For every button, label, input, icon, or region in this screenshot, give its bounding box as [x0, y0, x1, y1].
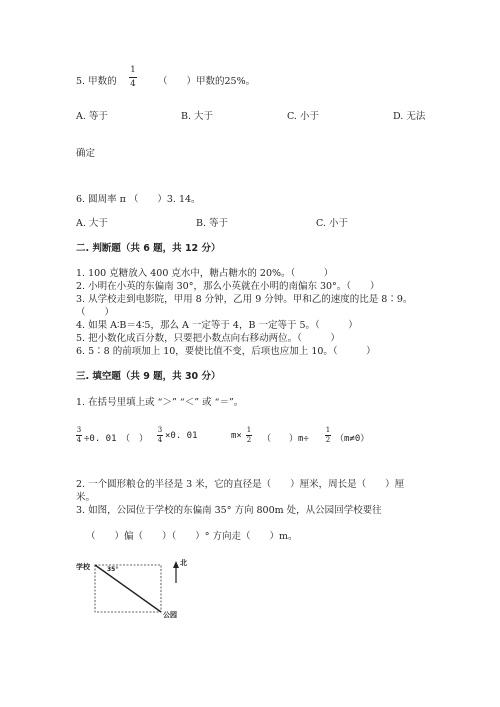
fraction-numerator: 3 — [157, 426, 163, 434]
judge-item-5: 5. 把小数化成百分数，只要把小数点向右移动两位。（ ） — [76, 333, 340, 344]
north-arrow-icon — [173, 561, 179, 568]
judge-item-6: 6. 5∶8 的前项加上 10，要使比值不变，后项也应加上 10。（ ） — [76, 346, 376, 357]
q5-option-c: C. 小于 — [287, 111, 319, 122]
school-label: 学校 — [76, 563, 90, 571]
north-label: 北 — [180, 559, 187, 567]
fill-q2-line2: 米。 — [76, 492, 96, 503]
expr1-fraction — [76, 427, 82, 444]
fill-q1: 1. 在括号里填上或 “＞” “＜” 或 “＝”。 — [76, 397, 244, 408]
fraction-bar — [129, 77, 137, 78]
fraction-numerator: 3 — [76, 426, 82, 434]
fraction-denominator: 2 — [325, 436, 331, 444]
expr3-mid: （ ）m÷ — [262, 434, 309, 444]
q5-option-d: D. 无法 — [393, 111, 426, 122]
section2-title: 二. 判断题（共 6 题，共 12 分） — [76, 243, 221, 254]
fill-q3-line1: 3. 如图，公园位于学校的东偏南 35° 方向 800m 处，从公园回学校要往 — [76, 505, 382, 516]
q6-text: 6. 圆周率 π （ ）3. 14。 — [76, 194, 201, 205]
angle-label: 35° — [107, 566, 119, 573]
expr2-rest: ×0. 01 — [165, 431, 198, 441]
school-park-line — [95, 565, 161, 612]
fraction-numerator: 1 — [130, 65, 136, 75]
judge-item-3: 3. 从学校走到电影院，甲用 8 分钟，乙用 9 分钟。甲和乙的速度的比是 8∶9。 — [76, 294, 413, 305]
judge-item-3-cont: （ ） — [76, 307, 115, 318]
q5-option-b: B. 大于 — [181, 111, 214, 122]
fill-q3-line2: （ ）偏（ ）（ ）° 方向走（ ）m。 — [86, 531, 298, 542]
q5-fraction — [129, 66, 137, 88]
fraction-denominator: 4 — [130, 78, 136, 89]
expr1-rest: ÷0. 01 （ ） — [84, 434, 149, 444]
park-label: 公园 — [163, 611, 177, 619]
direction-figure — [72, 555, 192, 625]
fraction-numerator: 1 — [325, 426, 331, 434]
expr2-fraction — [157, 427, 163, 444]
expr3-post: （m≠0） — [335, 434, 370, 444]
q6-option-c: C. 小于 — [316, 218, 348, 229]
q5-option-wrap: 确定 — [76, 148, 96, 159]
judge-item-1: 1. 100 克糖放入 400 克水中，糖占糖水的 20%。（ ） — [76, 268, 334, 279]
q6-option-b: B. 等于 — [196, 218, 229, 229]
expr3-fraction-2 — [325, 427, 331, 444]
section3-title: 三. 填空题（共 9 题，共 30 分） — [76, 371, 221, 382]
fraction-denominator: 2 — [246, 436, 252, 444]
q5-option-a: A. 等于 — [76, 111, 108, 122]
q5-prefix: 5. 甲数的 — [76, 76, 117, 87]
judge-item-4: 4. 如果 A∶B＝4∶5，那么 A 一定等于 4，B 一定等于 5。（ ） — [76, 320, 358, 331]
expr3-fraction-1 — [246, 427, 252, 444]
fill-q2-line1: 2. 一个圆形粮仓的半径是 3 米，它的直径是（ ）厘米，周长是（ ）厘 — [76, 479, 405, 490]
expr3-pre: m× — [231, 431, 242, 441]
judge-item-2: 2. 小明在小英的东偏南 30°，那么小英就在小明的南偏东 30°。（ ） — [76, 281, 380, 292]
fraction-denominator: 4 — [157, 436, 163, 444]
fraction-denominator: 4 — [76, 436, 82, 444]
q5-suffix: （ ）甲数的25%。 — [158, 76, 256, 87]
q6-option-a: A. 大于 — [76, 218, 108, 229]
fraction-numerator: 1 — [246, 426, 252, 434]
